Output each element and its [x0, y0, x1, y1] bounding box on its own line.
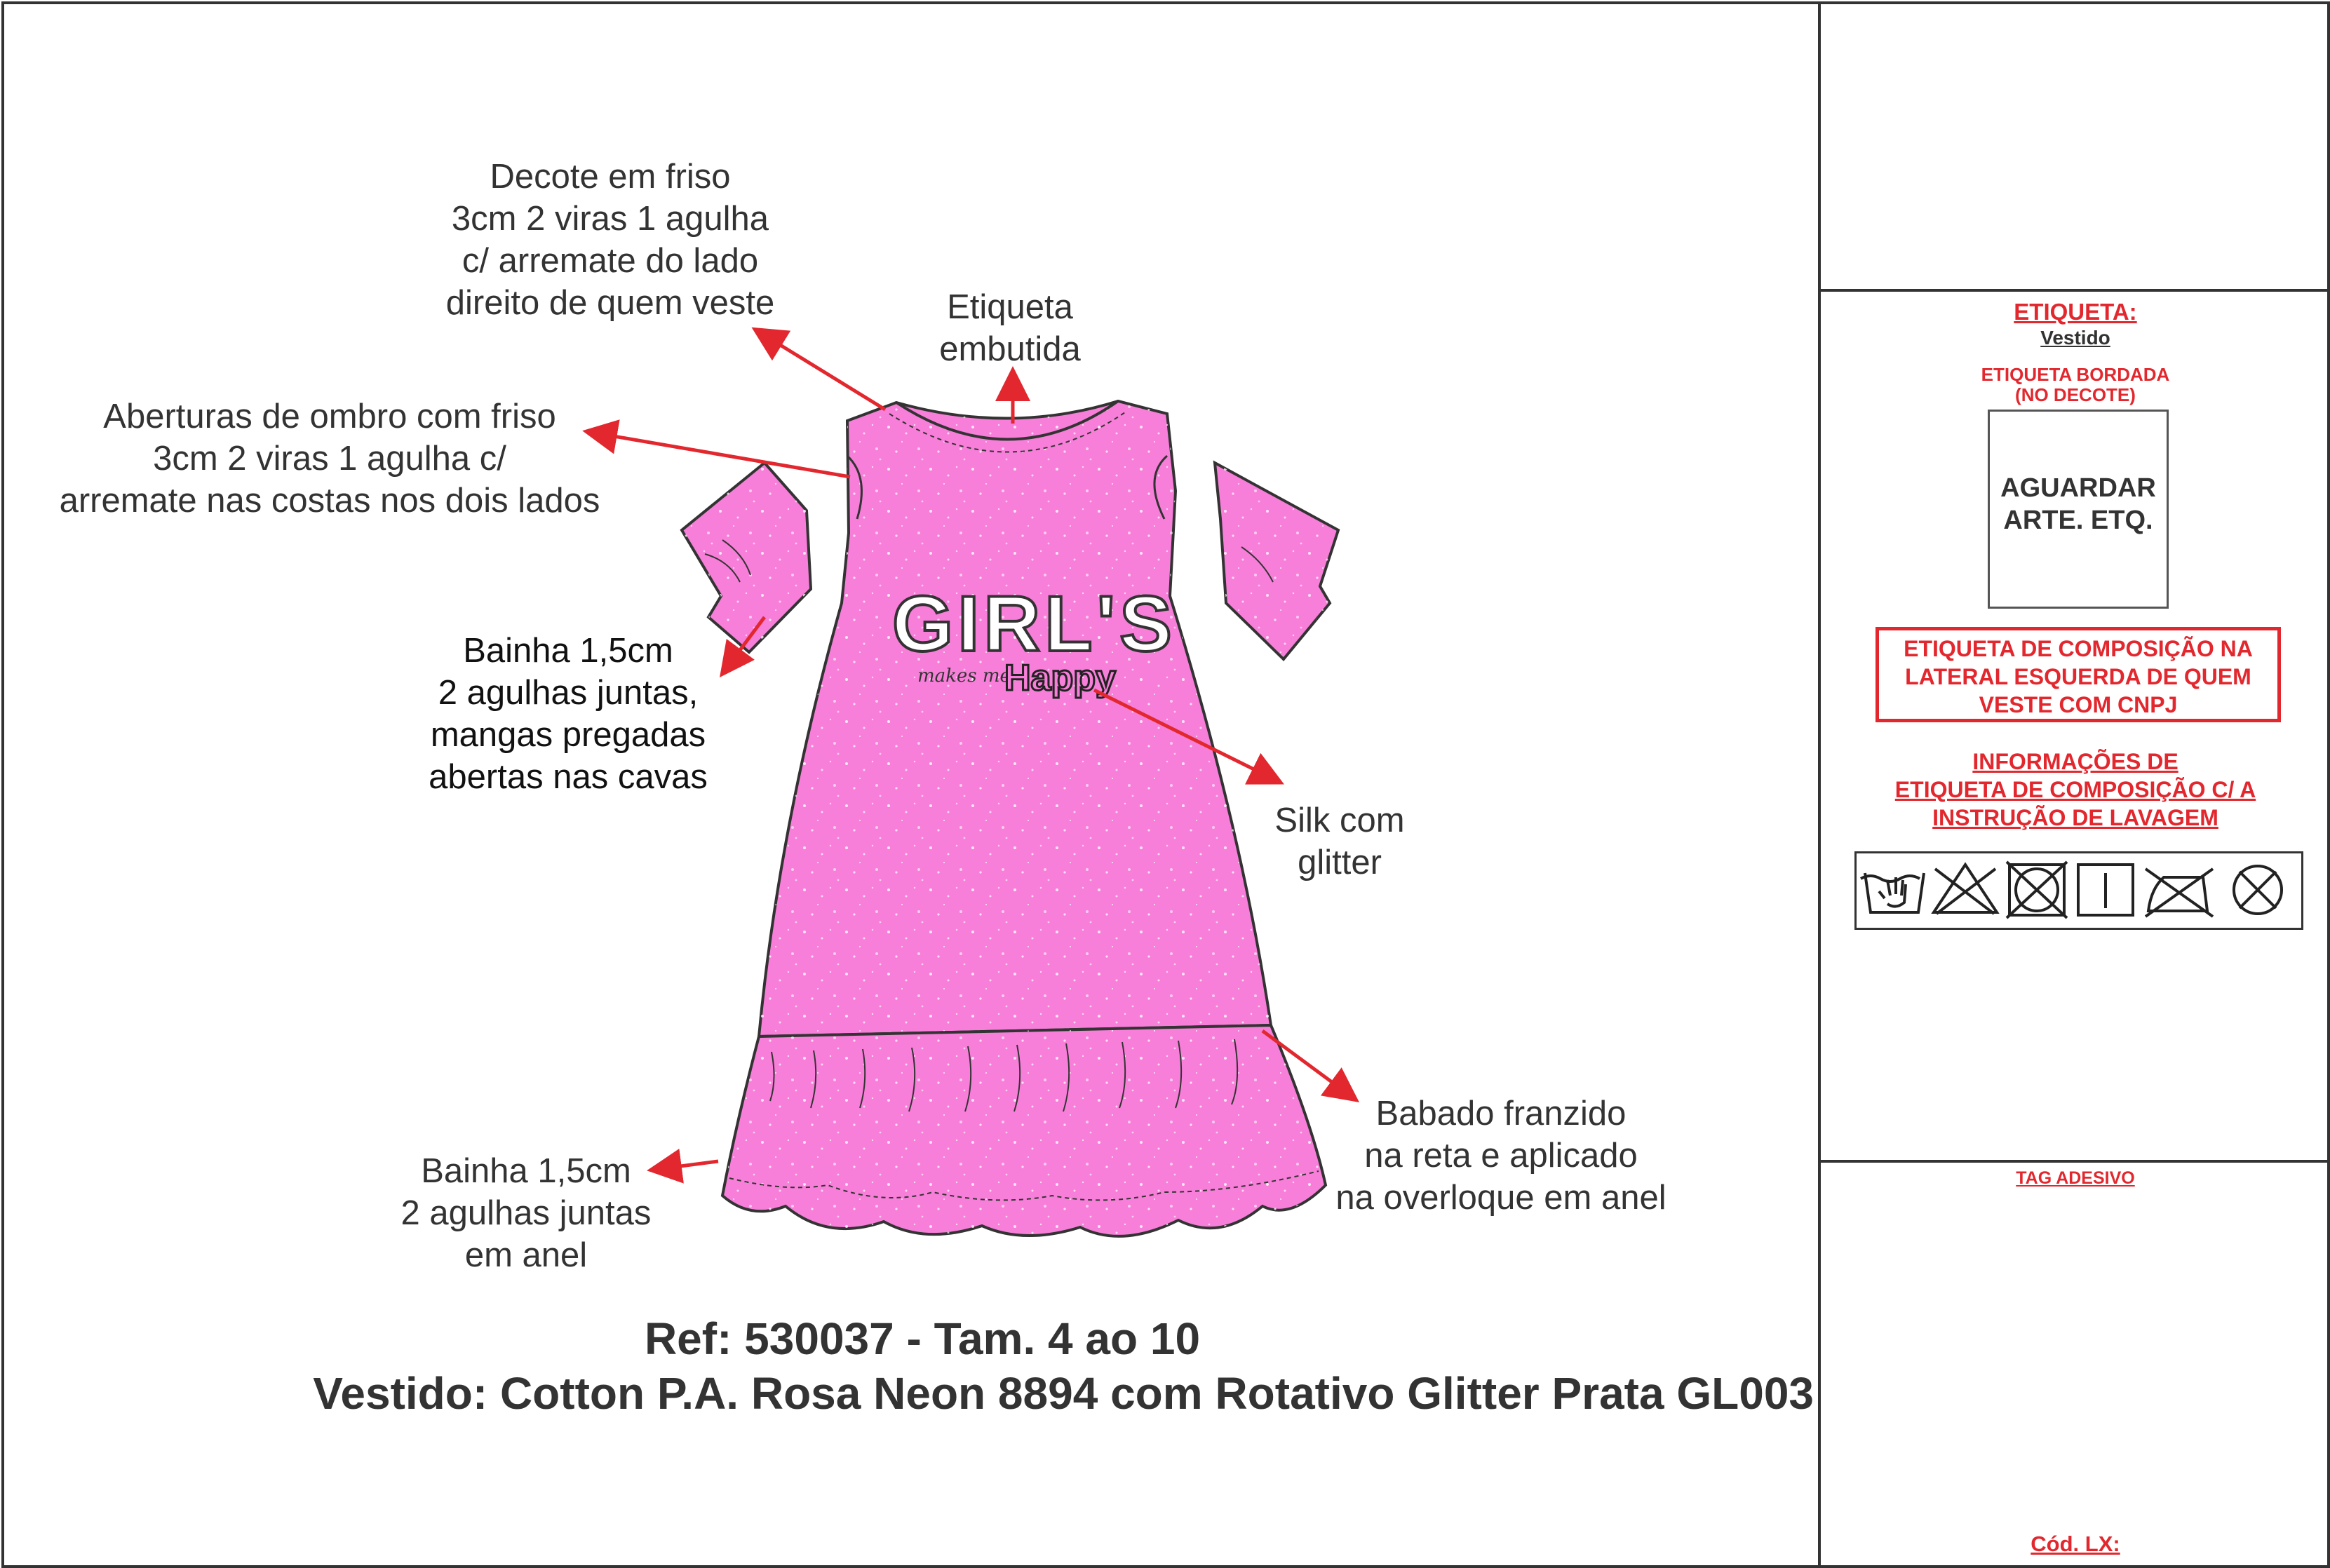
composicao-box [1876, 627, 2281, 722]
note-silk: Silk com glitter [1274, 802, 1405, 881]
care-symbols-svg [1857, 853, 2301, 928]
arrow-decote [757, 331, 885, 410]
ref-line-1: Ref: 530037 - Tam. 4 ao 10 [644, 1313, 1201, 1364]
composicao-text: ETIQUETA DE COMPOSIÇÃO NA LATERAL ESQUERDA DE QUEM VESTE COM CNPJ [1904, 636, 2253, 717]
do-not-tumble-dry-icon [2007, 862, 2067, 918]
etiqueta-subtitle: Vestido [2040, 327, 2110, 349]
etiqueta-title: ETIQUETA: [2014, 299, 2137, 325]
dress-body [759, 401, 1271, 1036]
print-girls-text: GIRL'S [892, 580, 1176, 668]
print-script-text: makes me [917, 665, 1011, 687]
panel-divider-bottom [1818, 1160, 2330, 1163]
ref-line-2: Vestido: Cotton P.A. Rosa Neon 8894 com Rotativo Glitter Prata GL003 [313, 1368, 1814, 1419]
sleeve-right [1215, 463, 1338, 659]
ruffle-skirt [722, 1025, 1326, 1236]
note-babado: Babado franzido na reta e aplicado na overloque em anel [1335, 1095, 1666, 1217]
cod-lx: Cód. LX: [2031, 1532, 2120, 1556]
do-not-dry-clean-icon [2234, 866, 2282, 914]
note-etiqueta-embutida: Etiqueta embutida [939, 288, 1081, 368]
do-not-bleach-icon [1934, 865, 1997, 914]
informacoes-text: INFORMAÇÕES DE ETIQUETA DE COMPOSIÇÃO C/ A INSTRUÇÃO DE LAVAGEM [1894, 749, 2256, 830]
note-aberturas: Aberturas de ombro com friso 3cm 2 viras 1 agulha c/ arremate nas costas nos dois lados [59, 398, 600, 520]
print-happy-text: Happy [1004, 658, 1116, 698]
hand-wash-icon [1861, 873, 1924, 912]
note-decote: Decote em friso 3cm 2 viras 1 agulha c/ arremate do lado direito de quem veste [445, 158, 775, 322]
panel-divider-top [1818, 289, 2330, 292]
note-bainha-manga: Bainha 1,5cm 2 agulhas juntas, mangas pregadas abertas nas cavas [429, 632, 708, 796]
line-dry-icon [2078, 865, 2133, 915]
label-art-placeholder [1988, 410, 2169, 609]
tag-adesivo: TAG ADESIVO [2016, 1168, 2135, 1188]
note-bainha-barra: Bainha 1,5cm 2 agulhas juntas em anel [400, 1152, 652, 1274]
sleeve-left [682, 463, 811, 652]
aguardar-text: AGUARDAR ARTE. ETQ. [2000, 473, 2156, 535]
care-symbols-box [1854, 851, 2303, 930]
do-not-iron-icon [2146, 869, 2213, 917]
etiqueta-bordada: ETIQUETA BORDADA (NO DECOTE) [1981, 364, 2170, 405]
